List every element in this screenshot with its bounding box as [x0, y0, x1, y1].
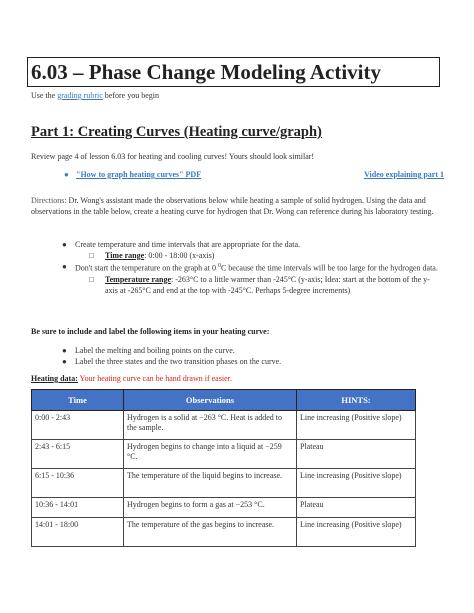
- list-item: [62, 250, 442, 261]
- header-observations: Observations: [124, 390, 297, 411]
- intro-after: before you begin: [102, 91, 159, 100]
- directions-paragraph: [31, 195, 439, 217]
- include-heading: Be sure to include and label the following items in your heating curve:: [31, 327, 270, 336]
- intro-before: Use the: [31, 91, 58, 100]
- time-range-label: Time range: [105, 251, 145, 260]
- observation-cell: The temperature of the liquid begins to increase.: [124, 469, 297, 498]
- list-item: [62, 239, 442, 250]
- time-cell: 10:36 - 14:01: [32, 498, 124, 518]
- time-cell: 6:15 - 10:36: [32, 469, 124, 498]
- hint-cell: Plateau: [297, 440, 416, 469]
- table-row: [32, 498, 416, 518]
- grading-rubric-link[interactable]: grading rubric: [57, 91, 103, 100]
- title-box: [27, 57, 440, 87]
- bullet-icon: ●: [62, 357, 67, 366]
- bullet-icon: ●: [62, 262, 67, 271]
- heating-data-label: [31, 374, 232, 383]
- dont-start-text-b: C because the time intervals will be too large for the hydrogen data.: [220, 263, 438, 273]
- list-item: [62, 274, 442, 296]
- resource-links: [64, 170, 444, 182]
- heating-data-title: Heating data:: [31, 374, 78, 383]
- header-time: Time: [32, 390, 124, 411]
- intervals-text: Create temperature and time intervals that are appropriate for the data.: [75, 240, 301, 249]
- list-item: [62, 345, 442, 356]
- include-item-text: Label the melting and boiling points on the curve.: [75, 346, 235, 355]
- directions-text: Dr. Wong's assistant made the observations below while heating a sample of solid hydrogen. Using the data and observations in the table below, create a heating curve for hydrogen that Dr. Wong can reference during his laboratory testing.: [31, 196, 434, 216]
- table-row: [32, 518, 416, 547]
- header-hints: HINTS:: [297, 390, 416, 411]
- directions-label: Directions:: [31, 196, 67, 205]
- include-item-text: Label the three states and the two transition phases on the curve.: [75, 357, 282, 366]
- dont-start-text-a: Don't start the temperature on the graph at 0: [75, 263, 218, 273]
- temp-range-text: : -263°C to a little warmer than -245°C (y-axis; Idea: start at the bottom of the y-axis at -265°C and end at the top with -245°C. Perhaps 5-degree increments): [105, 274, 430, 295]
- time-cell: 2:43 - 6:15: [32, 440, 124, 469]
- intro-line: [31, 91, 159, 100]
- list-item: [62, 356, 442, 367]
- instruction-list: [62, 239, 442, 296]
- hint-cell: Line increasing (Positive slope): [297, 411, 416, 440]
- include-list: [62, 345, 442, 367]
- temp-range-label: Temperature range: [105, 274, 171, 284]
- hint-cell: Line increasing (Positive slope): [297, 518, 416, 547]
- degree-sup: 0: [217, 263, 221, 269]
- bullet-icon: ●: [62, 240, 67, 249]
- video-link[interactable]: Video explaining part 1: [364, 170, 444, 179]
- review-text: Review page 4 of lesson 6.03 for heating and cooling curves! Yours should look similar!: [31, 152, 315, 161]
- table-row: [32, 411, 416, 440]
- observation-cell: The temperature of the gas begins to increase.: [124, 518, 297, 547]
- heating-data-note: Your heating curve can be hand drawn if easier.: [77, 374, 232, 383]
- observation-cell: Hydrogen is a solid at −263 °C. Heat is added to the sample.: [124, 411, 297, 440]
- time-range-text: : 0:00 - 18:00 (x-axis): [144, 251, 215, 260]
- bullet-icon: ●: [62, 346, 67, 355]
- list-item: [62, 261, 442, 274]
- bullet-icon: ●: [64, 170, 69, 179]
- time-cell: 14:01 - 18:00: [32, 518, 124, 547]
- table-row: [32, 440, 416, 469]
- square-bullet-icon: □: [89, 251, 94, 260]
- table-header-row: [32, 390, 416, 411]
- square-bullet-icon: □: [89, 274, 94, 284]
- part1-heading: Part 1: Creating Curves (Heating curve/graph): [31, 124, 322, 140]
- heating-data-table: [31, 389, 416, 547]
- hint-cell: Plateau: [297, 498, 416, 518]
- observation-cell: Hydrogen begins to form a gas at −253 °C.: [124, 498, 297, 518]
- page-title: 6.03 – Phase Change Modeling Activity: [31, 60, 381, 84]
- observation-cell: Hydrogen begins to change into a liquid at −259 °C.: [124, 440, 297, 469]
- graph-pdf-link[interactable]: "How to graph heating curves" PDF: [76, 170, 202, 179]
- time-cell: 0:00 - 2:43: [32, 411, 124, 440]
- table-row: [32, 469, 416, 498]
- hint-cell: Line increasing (Positive slope): [297, 469, 416, 498]
